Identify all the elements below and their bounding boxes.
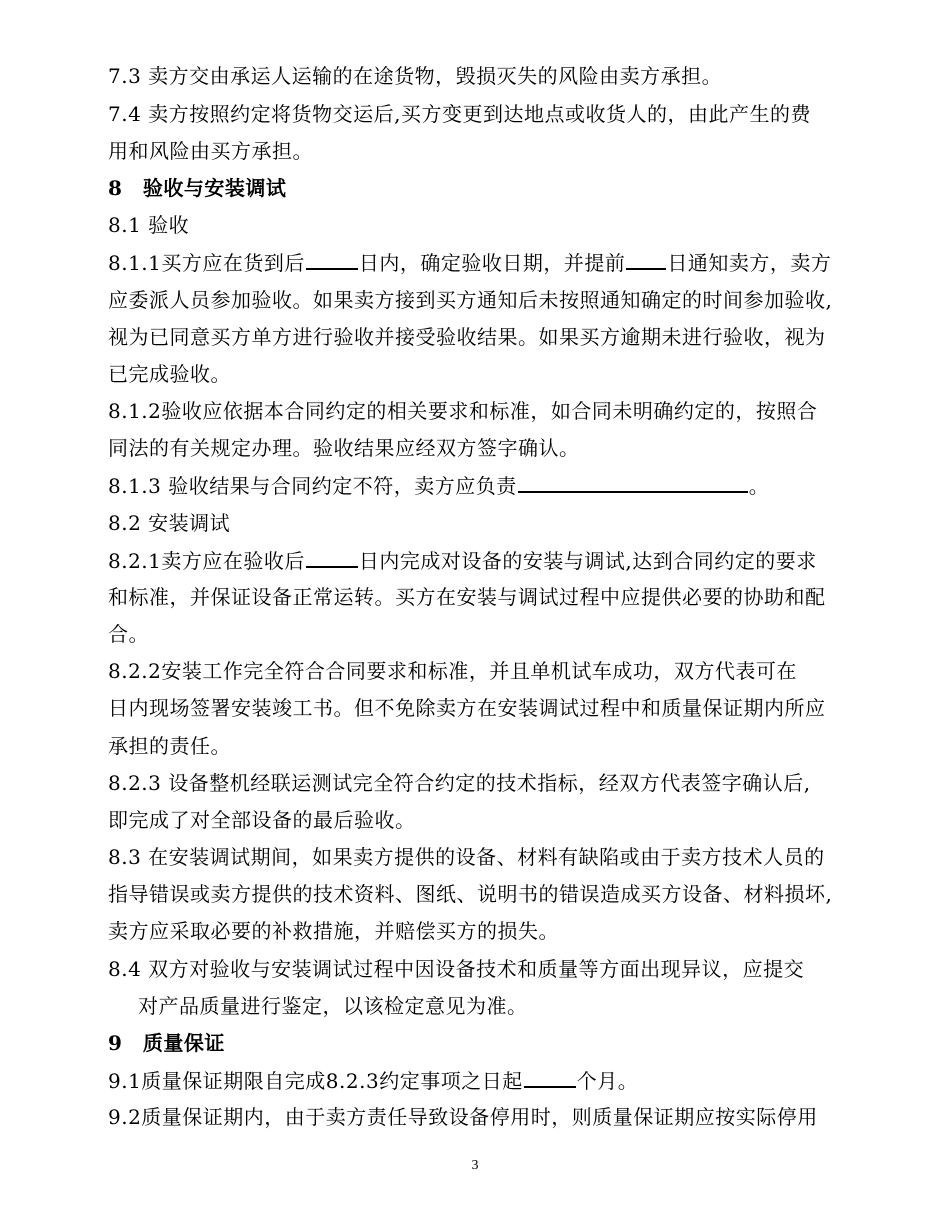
clause-text: 应委派人员参加验收。如果卖方接到买方通知后未按照通知确定的时间参加验收, xyxy=(108,288,833,312)
clause-8-2-3-cont xyxy=(108,806,416,834)
clause-8-2-1 xyxy=(108,546,817,575)
section-heading-9 xyxy=(108,1029,225,1057)
blank-line[interactable] xyxy=(306,546,358,568)
clause-text: 7.4 卖方按照约定将货物交运后,买方变更到达地点或收货人的，由此产生的费 xyxy=(108,102,812,126)
clause-text: 8.1.1买方应在货到后 xyxy=(108,251,305,275)
clause-8-2-2-cont xyxy=(108,732,231,760)
clause-text: 日内，确定验收日期，并提前 xyxy=(358,251,626,275)
heading-text: 9 质量保证 xyxy=(108,1031,225,1055)
clause-text: 用和风险由买方承担。 xyxy=(108,139,313,163)
clause-text: 已完成验收。 xyxy=(108,362,231,386)
clause-7-4-cont xyxy=(108,137,313,165)
clause-8-1-1-cont xyxy=(108,286,832,314)
clause-text: 8.3 在安装调试期间，如果卖方提供的设备、材料有缺陷或由于卖方技术人员的 xyxy=(108,845,825,869)
clause-8-2-1-cont xyxy=(108,583,826,611)
clause-8-1-2-cont xyxy=(108,434,580,462)
clause-8-4 xyxy=(108,955,804,983)
clause-text: 日内现场签署安装竣工书。但不免除卖方在安装调试过程中和质量保证期内所应 xyxy=(108,696,826,720)
clause-text: 指导错误或卖方提供的技术资料、图纸、说明书的错误造成买方设备、材料损坏, xyxy=(108,882,833,906)
clause-text: 合。 xyxy=(108,622,149,646)
clause-text: 8.1 验收 xyxy=(108,213,190,237)
clause-text: 9.2质量保证期内，由于卖方责任导致设备停用时，则质量保证期应按实际停用 xyxy=(108,1105,818,1129)
clause-9-1 xyxy=(108,1066,638,1095)
clause-8-1-1-cont xyxy=(108,323,826,351)
blank-line[interactable] xyxy=(306,248,358,270)
clause-9-2 xyxy=(108,1103,818,1131)
clause-text: 8.1.3 验收结果与合同约定不符，卖方应负责 xyxy=(108,474,517,498)
clause-8-2-1-cont xyxy=(108,620,149,648)
clause-8-3-cont xyxy=(108,917,559,945)
clause-text: 同法的有关规定办理。验收结果应经双方签字确认。 xyxy=(108,436,580,460)
clause-text: 9.1质量保证期限自完成8.2.3约定事项之日起 xyxy=(108,1069,523,1093)
clause-8-1-1 xyxy=(108,248,831,277)
clause-8-4-cont xyxy=(138,992,528,1020)
clause-7-4 xyxy=(108,100,811,128)
clause-8-2 xyxy=(108,509,230,537)
clause-text: 8.4 双方对验收与安装调试过程中因设备技术和质量等方面出现异议，应提交 xyxy=(108,957,805,981)
clause-text: 日内完成对设备的安装与调试,达到合同约定的要求 xyxy=(358,549,817,573)
blank-line[interactable] xyxy=(518,471,748,493)
clause-8-3-cont xyxy=(108,880,832,908)
clause-8-2-2 xyxy=(108,657,797,685)
clause-text: 卖方应采取必要的补救措施，并赔偿买方的损失。 xyxy=(108,919,559,943)
clause-text: 个月。 xyxy=(576,1069,639,1093)
clause-8-2-2-cont xyxy=(108,694,826,722)
clause-text: 8.2.1卖方应在验收后 xyxy=(108,549,305,573)
blank-line[interactable] xyxy=(524,1066,576,1088)
clause-8-1-2 xyxy=(108,397,817,425)
section-heading-8 xyxy=(108,174,286,202)
clause-text: 8.1.2验收应依据本合同约定的相关要求和标准，如合同未明确约定的，按照合 xyxy=(108,399,818,423)
clause-7-3 xyxy=(108,62,722,90)
heading-text: 8 验收与安装调试 xyxy=(108,176,287,200)
clause-text: 7.3 卖方交由承运人运输的在途货物，毁损灭失的风险由卖方承担。 xyxy=(108,64,723,88)
clause-text: 对产品质量进行鉴定，以该检定意见为准。 xyxy=(138,994,528,1018)
clause-8-1 xyxy=(108,211,189,239)
clause-8-1-1-cont xyxy=(108,360,231,388)
blank-line[interactable] xyxy=(626,248,666,270)
clause-text: 即完成了对全部设备的最后验收。 xyxy=(108,808,416,832)
clause-8-1-3 xyxy=(108,471,769,500)
clause-text: 承担的责任。 xyxy=(108,734,231,758)
clause-8-3 xyxy=(108,843,825,871)
clause-text: 8.2.2安装工作完全符合合同要求和标准，并且单机试车成功，双方代表可在 xyxy=(108,659,797,683)
clause-text: 8.2.3 设备整机经联运测试完全符合约定的技术指标，经双方代表签字确认后, xyxy=(108,771,811,795)
clause-8-2-3 xyxy=(108,769,811,797)
clause-text: 和标准，并保证设备正常运转。买方在安装与调试过程中应提供必要的协助和配 xyxy=(108,585,826,609)
clause-text: 视为已同意买方单方进行验收并接受验收结果。如果买方逾期未进行验收，视为 xyxy=(108,325,826,349)
clause-text: 日通知卖方，卖方 xyxy=(667,251,832,275)
clause-text: 8.2 安装调试 xyxy=(108,511,231,535)
page-number: 3 xyxy=(471,1158,479,1173)
clause-text: 。 xyxy=(748,474,770,498)
